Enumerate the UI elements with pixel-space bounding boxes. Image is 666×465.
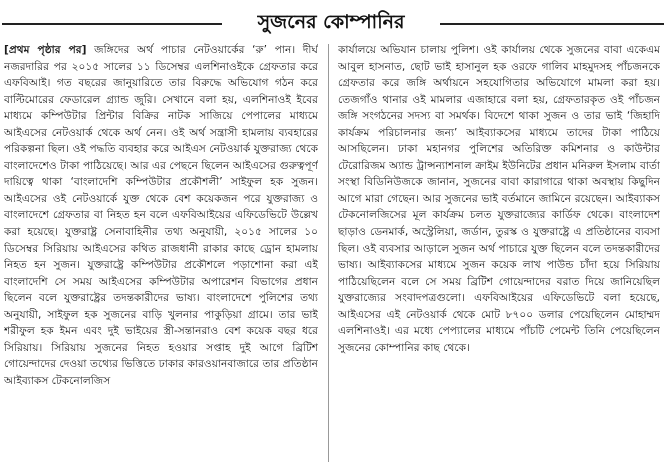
headline-rule-left bbox=[2, 23, 222, 25]
continued-from-kicker: [প্রথম পৃষ্ঠার পর] bbox=[4, 44, 87, 56]
column-left-text bbox=[4, 42, 318, 389]
left-column-body: জঙ্গিদের অর্থ পাচার নেটওয়ার্কের ‘রু’ পান। দীর্ঘ নজরদারির পর ২০১৫ সালের ১১ ডিসেম্বর এলশিনাওইকে গ্রেফতার করে এফবিআই। গত বছরের জানুয়ারিতে তার বিরুদ্ধে অভিযোগ গঠন করে বাল্টিমোরের ফেডারেল গ্র্যান্ড জুরি। সেখানে বলা হয়, এলশিনাওই ইবের মাধ্যমে কম্পিউটার প্রিন্টার বিক্রির নাটক সাজিয়ে পেপালের মাধ্যমে আইএসের নেটওয়ার্ক থেকে অর্থ নেন। ওই অর্থ সন্ত্রাসী হামলায় ব্যবহারের পরিকল্পনা ছিল। ওই পদ্ধতি ব্যবহার করে আইএস নেটওয়ার্ক যুক্তরাজ্য থেকে বাংলাদেশেও টাকা পাঠিয়েছে। আর এর পেছনে ছিলেন আইএসের গুরুত্বপূর্ণ দায়িত্বে থাকা ‘বাংলাদেশি কম্পিউটার প্রকৌশলী’ সাইফুল হক সুজন। আইএসের ওই নেটওয়ার্কে যুক্ত থেকে বেশ কয়েকজন পরে যুক্তরাজ্য ও বাংলাদেশে গ্রেফতার বা নিহত হন বলে এফবিআইয়ের এফিডেভিটে উল্লেখ করা হয়েছে। যুক্তরাষ্ট্র সেনাবাহিনীর তথ্য অনুযায়ী, ২০১৫ সালের ১০ ডিসেম্বর সিরিয়ায় আইএসের কথিত রাজধানী রাকার কাছে ড্রোন হামলায় নিহত হন সুজন। যুক্তরাষ্ট্রে কম্পিউটার প্রকৌশলে পড়াশোনা করা এই বাংলাদেশি সে সময় আইএসের কম্পিউটার অপারেশন বিভাগের প্রধান ছিলেন বলে যুক্তরাষ্ট্রের তদন্তকারীদের ভাষ্য। বাংলাদেশে পুলিশের তথ্য অনুযায়ী, সাইফুল হক সুজনের বাড়ি খুলনার পাকুড়িয়া গ্রামে। তার ভাই শরীফুল হক ইমন এবং দুই ভাইয়ের স্ত্রী-সন্তানরাও বেশ কয়েক বছর ধরে সিরিয়ায়। সিরিয়ায় সুজনের নিহত হওয়ার সপ্তাহ দুই আগে ব্রিটিশ গোয়েন্দাদের দেওয়া তথ্যের ভিত্তিতে ঢাকার কারওয়ানবাজারে তার প্রতিষ্ঠান আইব্যাকস টেকনোলজিস bbox=[4, 44, 318, 387]
right-column-body: কার্যালয়ে অভিযান চালায় পুলিশ। ওই কার্যালয় থেকে সুজনের বাবা একেএম আবুল হাসনাত, ছোট ভাই হাসানুল হক ওরফে গালিব মাহমুদসহ পাঁচজনকে গ্রেফতার করে জঙ্গি অর্থায়নে সহযোগিতার অভিযোগে মামলা করা হয়। তেজগাঁও থানার ওই মামলার এজাহারে বলা হয়, গ্রেফতারকৃত ওই পাঁচজন জঙ্গি সংগঠনের সদস্য বা সমর্থক। বিদেশে থাকা সুজন ও তার ভাই ‘জিহাদি কার্যক্রম পরিচালনার জন্য’ আইব্যাকসের মাধ্যমে তাদের টাকা পাঠিয়ে আসছিলেন। ঢাকা মহানগর পুলিশের অতিরিক্ত কমিশনার ও কাউন্টার টেরোরিজম অ্যান্ড ট্রান্সন্যাশনাল ক্রাইম ইউনিটের প্রধান মনিরুল ইসলাম বার্তা সংস্থা বিডিনিউজকে জানান, সুজনের বাবা কারাগারে থাকা অবস্থায় কিছুদিন আগে মারা গেছেন। আর সুজনের ভাই বর্তমানে জামিনে রয়েছেন। আইব্যাকস টেকনোলজিসের মূল কার্যক্রম চলত যুক্তরাজ্যের কার্ডিফ থেকে। বাংলাদেশ ছাড়াও ডেনমার্ক, অস্ট্রেলিয়া, জর্ডান, তুরস্ক ও যুক্তরাষ্ট্রে এ প্রতিষ্ঠানের ব্যবসা ছিল। ওই ব্যবসার আড়ালে সুজন অর্থ পাচারে যুক্ত ছিলেন বলে তদন্তকারীদের ভাষ্য। আইব্যাকসের মাধ্যমে সুজন কয়েক লাখ পাউন্ড চাঁদা হয়ে সিরিয়ায় পাঠিয়েছিলেন বলে সে সময় ব্রিটিশ গোয়েন্দাদের বরাত দিয়ে জানিয়েছিল যুক্তরাজ্যের সংবাদপত্রগুলো। এফবিআইয়ের এফিডেভিটে বলা হয়েছে, আইএসের এই নেটওয়ার্ক থেকে মোট ৮৭০০ ডলার পেয়েছিলেন মোহাম্মদ এলশিনাওই। এর মধ্যে পেপ্যালের মাধ্যমে পাঁচটি পেমেন্ট তিনি পেয়েছিলেন সুজনের কোম্পানির কাছ থেকে। bbox=[338, 44, 660, 354]
headline: সুজনের কোম্পানির bbox=[257, 11, 405, 33]
headline-rule-right bbox=[440, 23, 664, 25]
article-column-left bbox=[4, 42, 318, 462]
article-column-right bbox=[338, 42, 660, 462]
headline-banner bbox=[0, 6, 666, 38]
column-divider bbox=[328, 44, 329, 462]
